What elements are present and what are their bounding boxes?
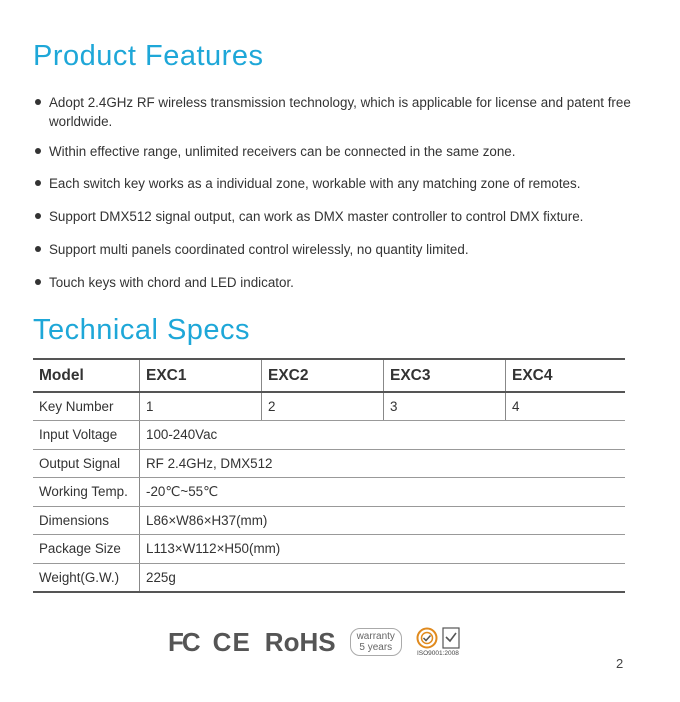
specs-header-cell: EXC1: [140, 359, 262, 392]
feature-item: Each switch key works as a individual zone, workable with any matching zone of remotes.: [33, 174, 580, 193]
warranty-label: warranty: [356, 631, 395, 642]
spec-label: Dimensions: [33, 506, 140, 535]
warranty-badge: [350, 628, 402, 656]
spec-value: L113×W112×H50(mm): [140, 535, 626, 564]
specs-header-cell: EXC2: [262, 359, 384, 392]
spec-value: 4: [506, 392, 626, 421]
feature-item: Adopt 2.4GHz RF wireless transmission technology, which is applicable for license and patent free worldwide.: [33, 93, 643, 131]
feature-item: Support multi panels coordinated control wirelessly, no quantity limited.: [33, 240, 469, 259]
spec-label: Key Number: [33, 392, 140, 421]
iso-seal-icon: [416, 627, 438, 649]
spec-value: -20℃~55℃: [140, 478, 626, 507]
page-number: 2: [616, 656, 624, 671]
specs-header-cell: EXC3: [384, 359, 506, 392]
rohs-logo: RoHS: [264, 626, 336, 657]
ce-logo: CE: [212, 626, 251, 657]
iso-label: ISO9001:2008: [416, 650, 459, 657]
spec-value: 100-240Vac: [140, 421, 626, 450]
spec-label: Input Voltage: [33, 421, 140, 450]
feature-item: Support DMX512 signal output, can work as DMX master controller to control DMX fixture.: [33, 207, 583, 226]
spec-value: 1: [140, 392, 262, 421]
specs-header-cell: Model: [33, 359, 140, 392]
spec-label: Package Size: [33, 535, 140, 564]
warranty-years: 5 years: [359, 642, 393, 653]
spec-label: Output Signal: [33, 449, 140, 478]
spec-value: 225g: [140, 563, 626, 592]
feature-item: Touch keys with chord and LED indicator.: [33, 273, 294, 292]
spec-value: 3: [384, 392, 506, 421]
spec-label: Working Temp.: [33, 478, 140, 507]
certificate-shield-icon: [442, 627, 460, 649]
specs-header-row: [33, 359, 625, 392]
table-row: [33, 535, 625, 564]
iso-badge: [416, 627, 460, 657]
table-row: [33, 478, 625, 507]
feature-item: Within effective range, unlimited receivers can be connected in the same zone.: [33, 142, 515, 161]
spec-value: 2: [262, 392, 384, 421]
fcc-logo: FC: [168, 626, 199, 657]
specs-table: [33, 358, 625, 593]
spec-value: RF 2.4GHz, DMX512: [140, 449, 626, 478]
spec-label: Weight(G.W.): [33, 563, 140, 592]
table-row: [33, 421, 625, 450]
table-row: [33, 392, 625, 421]
certification-logos: [168, 622, 460, 662]
product-features-heading: Product Features: [33, 40, 264, 72]
table-row: [33, 506, 625, 535]
table-row: [33, 449, 625, 478]
table-row: [33, 563, 625, 592]
spec-value: L86×W86×H37(mm): [140, 506, 626, 535]
specs-header-cell: EXC4: [506, 359, 626, 392]
technical-specs-heading: Technical Specs: [33, 314, 251, 346]
